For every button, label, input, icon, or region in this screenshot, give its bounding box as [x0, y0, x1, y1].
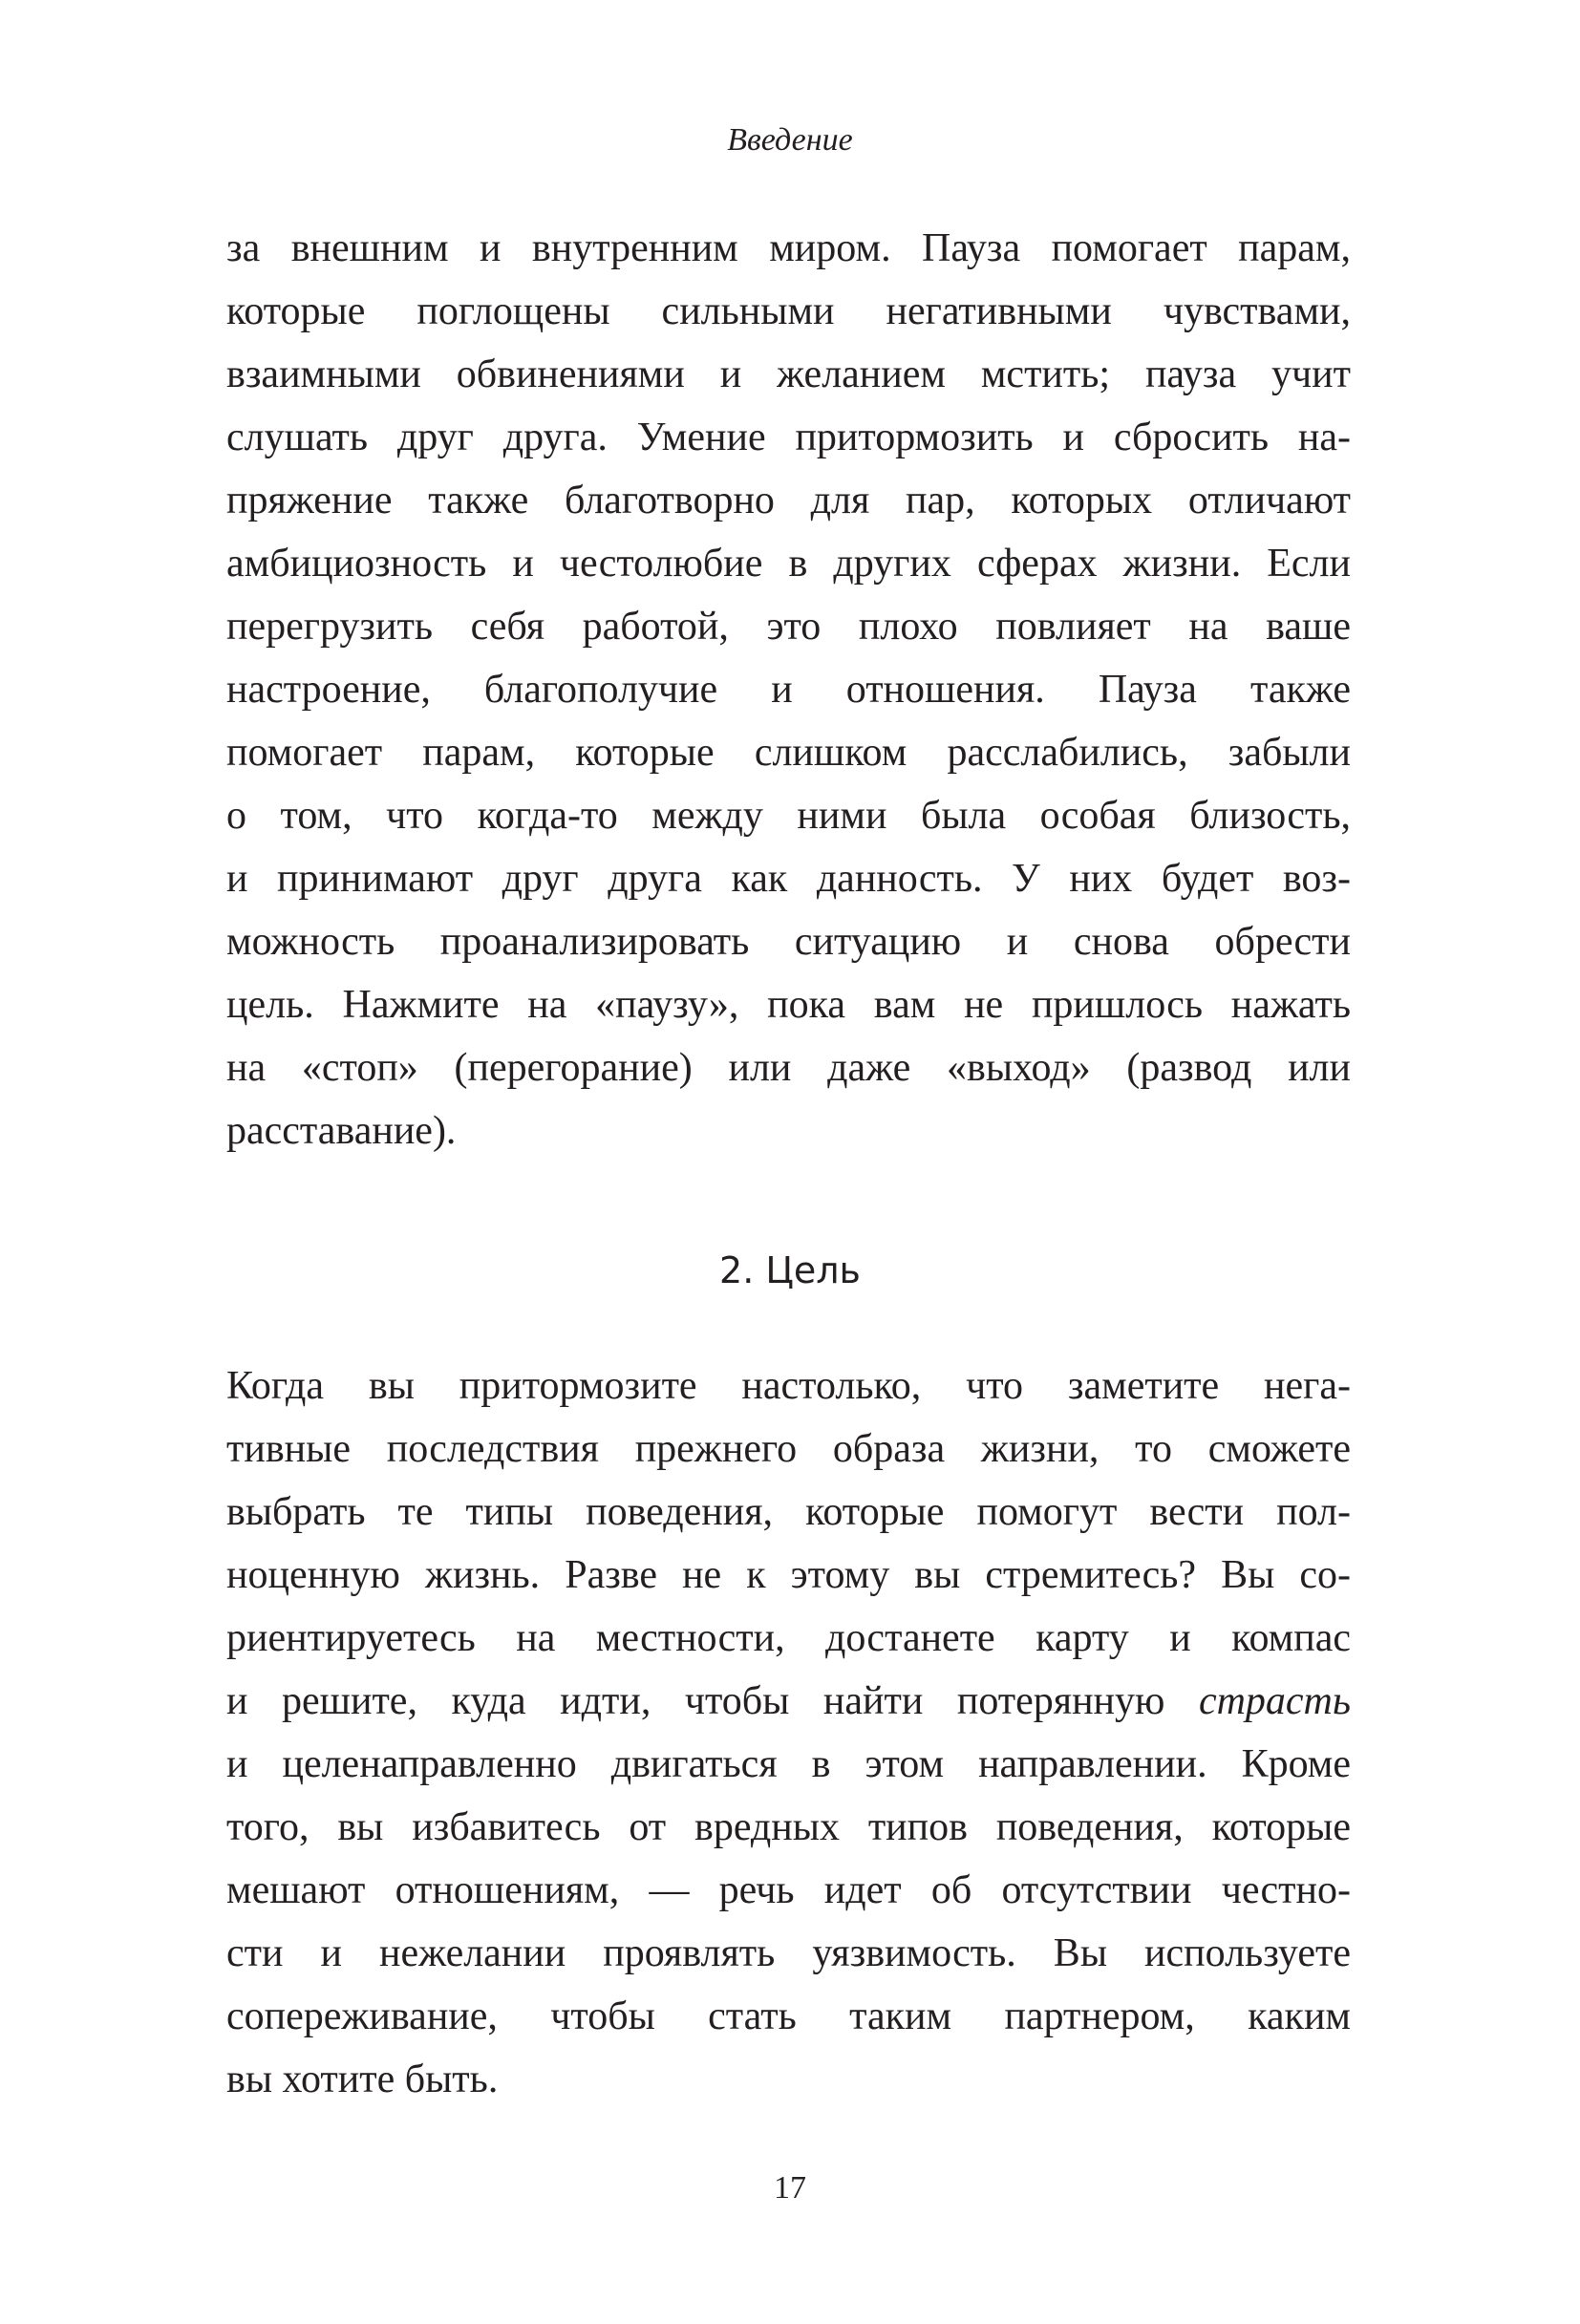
text-line: сти и нежелании проявлять уязвимость. Вы используете	[226, 1931, 1351, 1975]
text-line: и целенаправленно двигаться в этом направлении. Кроме	[226, 1742, 1351, 1786]
text-line: взаимными обвинениями и желанием мстить; пауза учит	[226, 352, 1351, 396]
text-line: вы хотите быть.	[226, 2057, 499, 2101]
body-paragraph-1	[226, 217, 1351, 1162]
text-line: расставание).	[226, 1109, 457, 1153]
text-line: цель. Нажмите на «паузу», пока вам не пришлось нажать	[226, 983, 1351, 1027]
text-line: ноценную жизнь. Разве не к этому вы стремитесь? Вы со-	[226, 1553, 1351, 1597]
text-line: о том, что когда-то между ними была особая близость,	[226, 794, 1351, 838]
text-line: которые поглощены сильными негативными чувствами,	[226, 289, 1351, 333]
text-line	[226, 1670, 1351, 1733]
text-segment: и решите, куда идти, чтобы найти потерянную	[226, 1679, 1199, 1723]
text-line: настроение, благополучие и отношения. Пауза также	[226, 668, 1351, 712]
text-line: риентируетесь на местности, достанете карту и компас	[226, 1616, 1351, 1660]
text-line: и принимают друг друга как данность. У них будет воз-	[226, 857, 1351, 901]
text-line: тивные последствия прежнего образа жизни, то сможете	[226, 1427, 1351, 1471]
text-line: сопереживание, чтобы стать таким партнером, каким	[226, 1994, 1351, 2038]
text-line: Когда вы притормозите настолько, что заметите нега-	[226, 1364, 1351, 1408]
section-heading: 2. Цель	[719, 1249, 861, 1291]
text-line: за внешним и внутренним миром. Пауза помогает парам,	[226, 226, 1351, 270]
text-line: можность проанализировать ситуацию и снова обрести	[226, 920, 1351, 964]
text-line: перегрузить себя работой, это плохо повлияет на ваше	[226, 605, 1351, 649]
text-line: помогает парам, которые слишком расслабились, забыли	[226, 731, 1351, 775]
running-header: Введение	[727, 122, 853, 158]
text-line: выбрать те типы поведения, которые помогут вести пол-	[226, 1490, 1351, 1534]
body-paragraph-2	[226, 1354, 1351, 2111]
text-line: мешают отношениям, — речь идет об отсутствии честно-	[226, 1868, 1351, 1912]
text-line: того, вы избавитесь от вредных типов поведения, которые	[226, 1805, 1351, 1849]
text-line: амбициозность и честолюбие в других сферах жизни. Если	[226, 542, 1351, 586]
italic-emphasis: страсть	[1198, 1679, 1351, 1723]
text-line: слушать друг друга. Умение притормозить и сбросить на-	[226, 416, 1351, 459]
text-line: пряжение также благотворно для пар, которых отличают	[226, 479, 1351, 522]
text-line: на «стоп» (перегорание) или даже «выход» (развод или	[226, 1046, 1351, 1090]
page-number: 17	[774, 2170, 806, 2206]
